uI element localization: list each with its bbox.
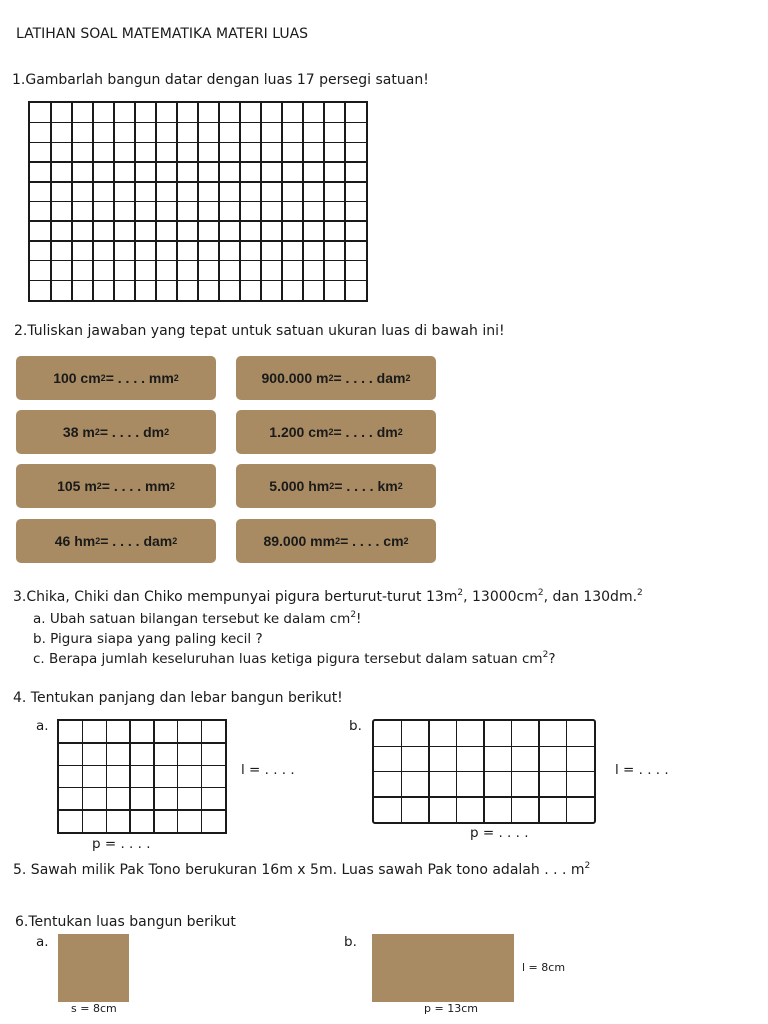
grid-line <box>374 746 594 748</box>
grid-line <box>30 142 366 144</box>
grid-line <box>30 260 366 262</box>
question-4a-length-blank: p = . . . . <box>92 836 151 852</box>
question-4a-width-blank: l = . . . . <box>241 762 295 778</box>
question-5-text: 5. Sawah milik Pak Tono berukuran 16m x 5m. Luas sawah Pak tono adalah . . . $m^2$ <box>13 861 591 878</box>
question-6-text: 6.Tentukan luas bangun berikut <box>15 914 236 930</box>
question-6-label-a: a. <box>36 934 49 950</box>
grid-line <box>30 280 366 282</box>
grid-line <box>30 181 366 183</box>
question-3a: a. Ubah satuan bilangan tersebut ke dalam $cm^2$! <box>33 610 362 627</box>
rectangle-width-label: l = 8cm <box>522 961 566 974</box>
grid-line <box>106 721 108 832</box>
question-4b-length-blank: p = . . . . <box>470 825 529 841</box>
question-6-label-b: b. <box>344 934 357 950</box>
grid-line <box>82 721 84 832</box>
question-4-label-a: a. <box>36 718 49 734</box>
conversion-card: 105 m 2 = . . . . mm 2 <box>16 464 216 508</box>
question-4-text: 4. Tentukan panjang dan lebar bangun berikut! <box>13 690 343 706</box>
conversion-card: 38 m 2 = . . . . dm 2 <box>16 410 216 454</box>
question-4b-width-blank: l = . . . . <box>615 762 669 778</box>
grid-line <box>30 122 366 124</box>
conversion-card: 1.200 cm 2 = . . . . dm 2 <box>236 410 436 454</box>
grid-line <box>30 161 366 163</box>
question-3c: c. Berapa jumlah keseluruhan luas ketiga pigura tersebut dalam satuan $cm^2$? <box>33 650 556 667</box>
question-1-text: 1.Gambarlah bangun datar dengan luas 17 persegi satuan! <box>12 72 429 88</box>
page-title: LATIHAN SOAL MATEMATIKA MATERI LUAS <box>16 26 309 42</box>
grid-line <box>59 742 225 744</box>
grid-line <box>30 240 366 242</box>
question-3b: b. Pigura siapa yang paling kecil ? <box>33 631 263 647</box>
grid-line <box>201 721 203 832</box>
rectangle-length-label: p = 13cm <box>424 1002 478 1015</box>
grid-line <box>374 796 594 798</box>
conversion-card: 900.000 m 2 = . . . . dam 2 <box>236 356 436 400</box>
rectangle-shape <box>372 934 514 1002</box>
grid-line <box>59 809 225 811</box>
question-4a-grid <box>57 719 227 834</box>
conversion-card: 46 hm 2 = . . . . dam 2 <box>16 519 216 563</box>
conversion-card: 89.000 mm 2 = . . . . cm 2 <box>236 519 436 563</box>
conversion-card: 100 cm 2 = . . . . mm 2 <box>16 356 216 400</box>
grid-line <box>59 765 225 767</box>
question-2-text: 2.Tuliskan jawaban yang tepat untuk satuan ukuran luas di bawah ini! <box>14 323 505 339</box>
question-4b-grid <box>372 719 596 824</box>
question-3-text: 3.Chika, Chiki dan Chiko mempunyai pigura berturut-turut $13m^2$, $13000cm^2$, dan 130dm.$^2$ <box>13 588 643 605</box>
grid-line <box>374 771 594 773</box>
grid-line <box>59 787 225 789</box>
grid-line <box>177 721 179 832</box>
conversion-card: 5.000 hm 2 = . . . . km 2 <box>236 464 436 508</box>
grid-line <box>30 201 366 203</box>
grid-line <box>153 721 155 832</box>
square-shape <box>58 934 129 1002</box>
square-side-label: s = 8cm <box>71 1002 117 1015</box>
grid-line <box>129 721 131 832</box>
grid-line <box>30 220 366 222</box>
question-1-grid <box>28 101 368 302</box>
question-4-label-b: b. <box>349 718 362 734</box>
